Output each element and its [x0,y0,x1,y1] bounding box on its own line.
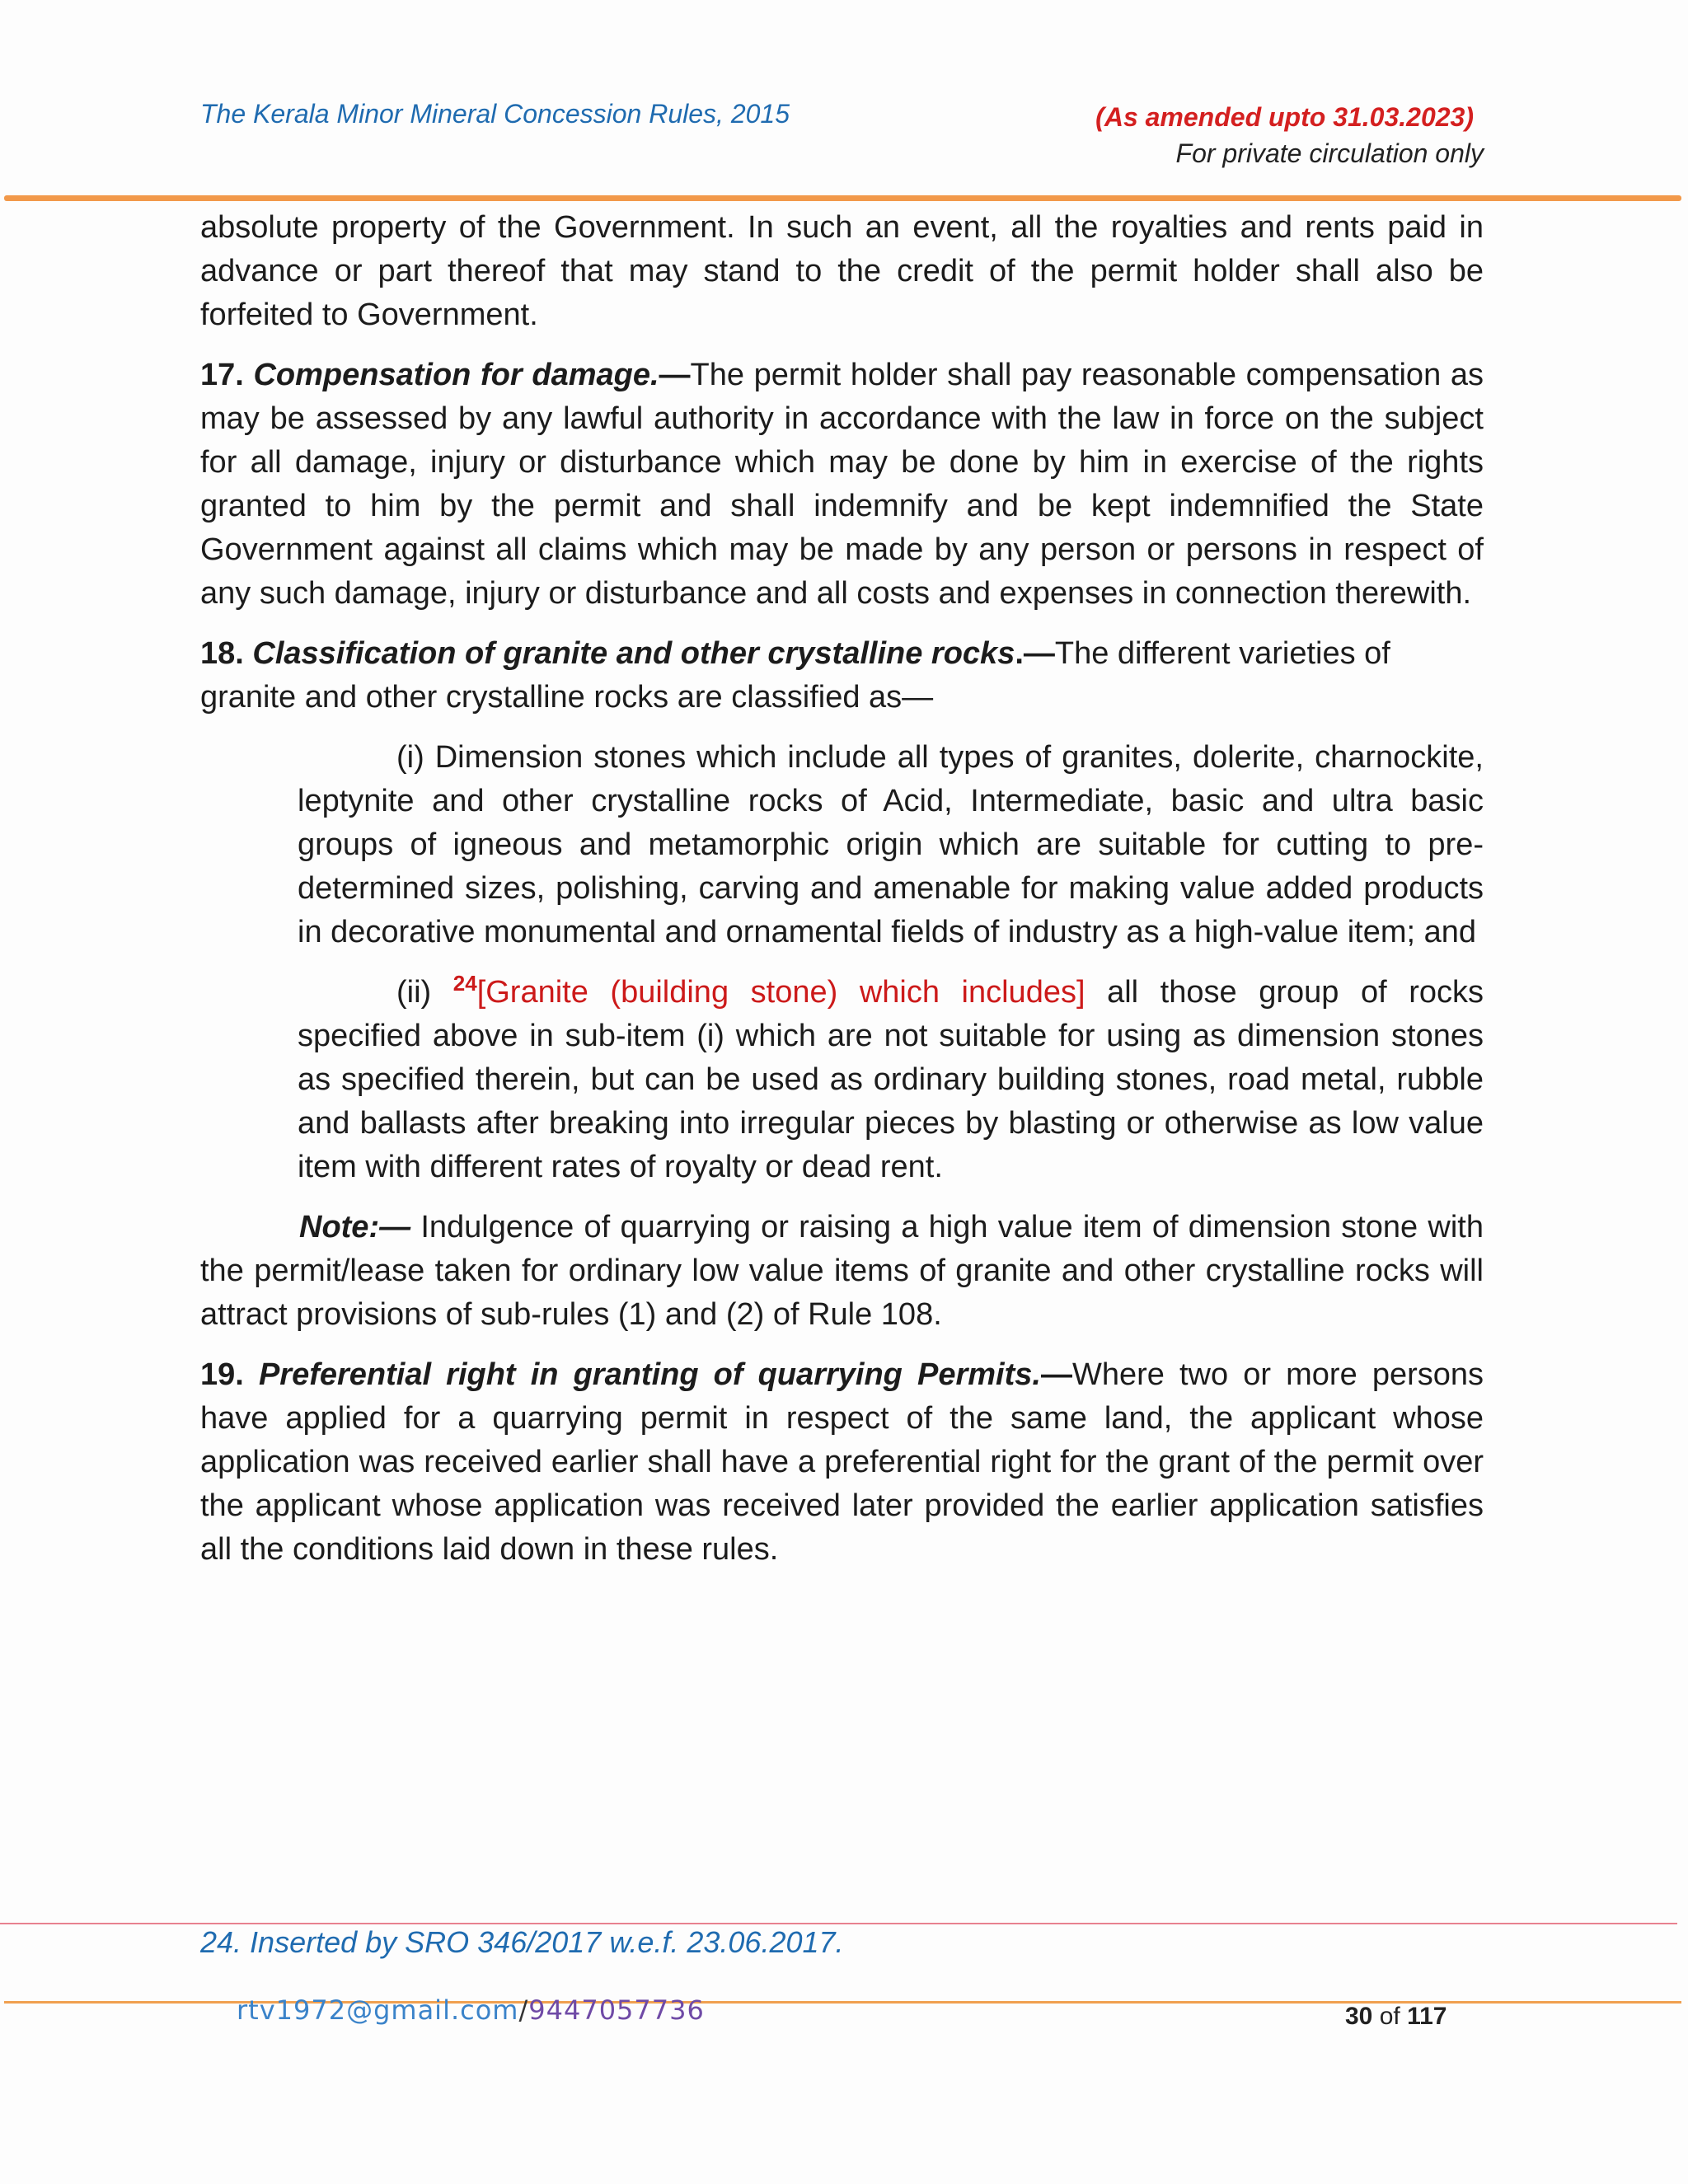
header-right [1095,99,1484,171]
rule-18-item-1: (i) Dimension stones which include all types of granites, dolerite, charnockite, leptynite and other crystalline rocks of Acid, Intermediate, basic and ultra basic groups of igneous and metamorphic origin which are suitable for cutting to pre-determined sizes, polishing, carving and amenable for making value added products in decorative monumental and ornamental fields of industry as a high-value item; and [298,740,1484,949]
contact-info [237,1994,705,2026]
item-2-text: all those group of rocks specified above in sub-item (i) which are not suitable for using as dimension stones as specified therein, but can be used as ordinary building stones, road metal, rubble and ballasts after breaking into irregular pieces by blasting or otherwise as low value item with different rates of royalty or dead rent. [298,975,1484,1184]
document-body [200,206,1484,1588]
rule-19 [200,1353,1484,1572]
amended-text: [Granite (building stone) which includes] [476,975,1085,1010]
page-number [1345,2003,1447,2031]
rule-19-dash: — [1040,1357,1072,1392]
rule-18-text: The different varieties of granite and other crystalline rocks are classified as— [200,636,1390,715]
note-label: Note:— [299,1210,411,1244]
rule-18-heading: Classification of granite and other crystalline rocks [252,636,1015,671]
total-pages: 117 [1407,2003,1447,2030]
footnote-ref-24[interactable]: 24 [452,971,477,996]
continuation-paragraph: absolute property of the Government. In such an event, all the royalties and rents paid in advance or part thereof that may stand to the credit of the permit holder shall also be forfeited to Government. [200,210,1484,332]
rule-18-note [200,1206,1484,1337]
rule-18 [200,632,1484,719]
footnote-divider [0,1923,1677,1924]
email-link[interactable]: rtv1972@gmail.com [237,1994,519,2026]
rule-17-number: 17. [200,358,244,392]
amendment-note: (As amended upto 31.03.2023) [1095,102,1474,132]
item-2-prefix: (ii) [396,975,453,1010]
rule-18-item-2 [298,971,1484,1189]
rule-19-text: Where two or more persons have applied for a quarrying permit in respect of the same land, the applicant whose application was received earlier shall have a preferential right for the grant of the permit over the applicant whose application was received later provided the earlier application satisfies all the conditions laid down in these rules. [200,1357,1484,1567]
rule-19-heading: Preferential right in granting of quarrying Permits. [258,1357,1041,1392]
rule-18-number: 18. [200,636,244,671]
note-text: Indulgence of quarrying or raising a high value item of dimension stone with the permit/lease taken for ordinary low value items of granite and other crystalline rocks will attract provisions of sub-rules (1) and (2) of Rule 108. [200,1210,1484,1332]
document-title: The Kerala Minor Mineral Concession Rules, 2015 [200,99,790,129]
rule-17-text: The permit holder shall pay reasonable compensation as may be assessed by any lawful authority in accordance with the law in force on the subject for all damage, injury or disturbance which may be done by him in exercise of the rights granted to him by the permit and shall indemnify and be kept indemnified the State Government against all claims which may be made by any person or persons in respect of any such damage, injury or disturbance and all costs and expenses in connection therewith. [200,358,1484,611]
header-divider [4,195,1681,201]
page-of: of [1372,2003,1408,2030]
rule-17-dash: — [659,358,691,392]
rule-19-number: 19. [200,1357,244,1392]
contact-separator: / [518,1994,529,2026]
phone-number: 9447057736 [528,1994,705,2026]
current-page: 30 [1345,2003,1373,2030]
rule-18-dash: .— [1015,636,1055,671]
footnote-24: 24. Inserted by SRO 346/2017 w.e.f. 23.06.2017. [200,1925,844,1959]
rule-17 [200,354,1484,616]
circulation-note: For private circulation only [1175,138,1484,168]
rule-17-heading: Compensation for damage. [253,358,659,392]
